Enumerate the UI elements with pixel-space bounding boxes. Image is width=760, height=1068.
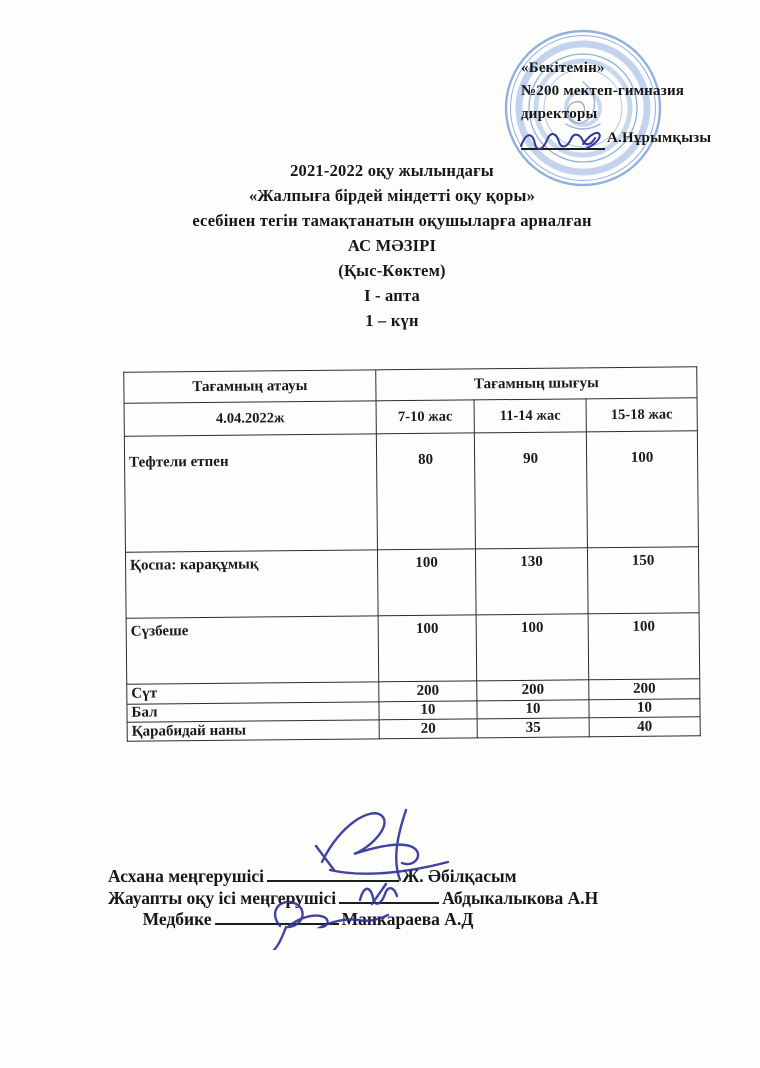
signer-name: Абдыкалыкова А.Н — [442, 887, 599, 908]
dish-value: 100 — [378, 615, 477, 682]
dish-value: 100 — [586, 431, 698, 548]
signature-underline — [339, 888, 439, 904]
header-age-11-14: 11-14 жас — [474, 399, 586, 433]
dish-value: 40 — [589, 717, 700, 737]
header-age-15-18: 15-18 жас — [586, 398, 697, 432]
table-row — [125, 547, 699, 618]
dish-name: Қоспа: карақұмық — [125, 550, 378, 618]
title-line-week: I - апта — [364, 286, 420, 305]
title-line-fund: «Жалпыға бірдей міндетті оқу қоры» — [248, 186, 536, 205]
title-line-season: (Қыс-Көктем) — [338, 261, 446, 280]
signature-line-nurse — [108, 909, 508, 931]
dish-value: 100 — [588, 613, 700, 680]
dish-value: 10 — [589, 699, 700, 718]
dish-value: 200 — [477, 680, 589, 701]
dish-name: Қарабидай наны — [127, 720, 379, 741]
signature-line-canteen — [108, 866, 517, 888]
dish-value: 150 — [587, 547, 699, 614]
signature-underline — [267, 866, 399, 882]
header-dish-output: Тағамның шығуы — [376, 367, 697, 401]
dish-name: Бал — [127, 702, 379, 722]
title-line-purpose: есебінен тегін тамақтанатын оқушыларға арналған — [192, 211, 592, 230]
director-signature-ink — [517, 118, 615, 154]
menu-table — [123, 366, 701, 741]
role-label: Жауапты оқу ісі меңгерушісі — [108, 887, 337, 908]
header-age-7-10: 7-10 жас — [376, 400, 474, 434]
dish-value: 200 — [589, 679, 700, 700]
role-label: Медбике — [142, 909, 212, 929]
role-label: Асхана меңгерушісі — [108, 866, 264, 886]
table-row — [124, 431, 698, 552]
dish-name: Сүт — [127, 682, 379, 704]
approval-line-3: директоры — [521, 106, 598, 122]
signature-underline — [215, 909, 339, 925]
approval-block — [521, 57, 741, 150]
dish-value: 100 — [476, 614, 589, 681]
dish-value: 35 — [477, 718, 589, 738]
dish-value: 200 — [379, 681, 477, 702]
signature-line-deputy — [108, 887, 599, 910]
signer-name: Манкараева А.Д — [341, 909, 474, 929]
approval-line-1: «Бекітемін» — [521, 60, 605, 76]
dish-value: 130 — [475, 548, 588, 615]
dish-value: 10 — [379, 701, 477, 720]
title-line-day: 1 – күн — [365, 311, 419, 330]
title-line-menu: АС МӘЗІРІ — [347, 236, 437, 255]
director-name: А.Нұрымқызы — [607, 130, 712, 146]
table-row — [126, 613, 700, 684]
director-signature-line — [521, 128, 605, 150]
approval-line-2: №200 мектеп-гимназия — [521, 83, 685, 99]
dish-value: 100 — [377, 549, 476, 616]
director-signature-row — [521, 127, 741, 150]
signature-block — [108, 866, 599, 931]
header-dish-name: Тағамның атауы — [124, 370, 376, 403]
title-line-year: 2021-2022 оқу жылындағы — [290, 161, 494, 180]
dish-value: 10 — [477, 700, 589, 719]
signer-name: Ж. Әбілқасым — [402, 866, 517, 886]
header-date: 4.04.2022ж — [124, 401, 376, 436]
dish-value: 90 — [474, 432, 587, 549]
document-title — [12, 158, 760, 333]
dish-value: 20 — [379, 719, 477, 739]
dish-value: 80 — [376, 433, 475, 550]
table-header-row-2 — [124, 398, 697, 436]
dish-name: Сүзбеше — [126, 616, 379, 684]
dish-name: Тефтели етпен — [124, 434, 377, 552]
